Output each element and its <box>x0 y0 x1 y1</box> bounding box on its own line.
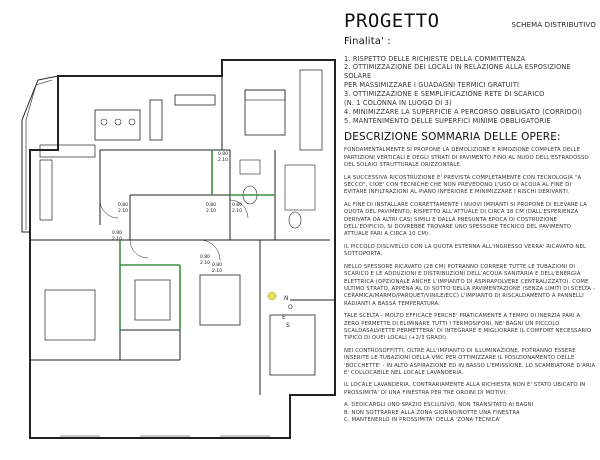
door-label: 0.80 <box>200 255 211 260</box>
page-subtitle: SCHEMA DISTRIBUTIVO <box>511 21 596 29</box>
door-label: 2.10 <box>212 269 223 274</box>
door-label: 0.80 <box>218 152 229 157</box>
finalita-item: 2. OTTIMIZZAZIONE DEI LOCALI IN RELAZIONE ALLA ESPOSIZIONE SOLARE <box>344 63 571 81</box>
door-label: 2.10 <box>112 237 123 242</box>
descrizione-paragraph: FONDAMENTALMENTE SI PROPONE LA DEMOLIZIONE E RIMOZIONE COMPLETA DELLE PARTIZIONI VERTICALI E DEGLI STRATI DI PAVIMENTO FINO AL NUDO DELL'ESTRADOSSO DEL SOLAIO STRUTTURALE ORIZZONTALE. <box>344 147 589 169</box>
door-label: 0.80 <box>118 203 129 208</box>
door-label: 2.10 <box>206 209 217 214</box>
finalita-item: 5. MANTENIMENTO DELLE SUPERFICI MINIME OBBLIGATORIE <box>344 116 551 125</box>
door-label: 2.10 <box>232 209 243 214</box>
title-row <box>344 8 596 35</box>
finalita-list <box>344 55 596 126</box>
notes-panel <box>344 8 596 458</box>
motivi-item: B. NON SOTTRARRE ALLA ZONA GIORNO/NOTTE UNA FINESTRA <box>344 409 520 416</box>
descrizione-paragraph: TALE SCELTA - MOLTO EFFICACE PERCHE' PRATICAMENTE A TEMPO DI INERZIA PARI A ZERO PERMETTE DI ELIMINARE TUTTI I TERMOSIFONI. NE' BAGNI UN PICCOLO SCALDASALVIETTE PERMETTERA' DI INTEGRARE E MIGLIORARE IL COMFORT NECESSARIO TIPICO DI QUEI LOCALI (+2/3 GRADI). <box>344 313 592 342</box>
door-label: 2.10 <box>218 158 229 163</box>
compass-o: O <box>288 304 293 311</box>
descrizione-paragraph: NELLO SPESSORE RICAVATO (28 CM) POTRANNO CORRERE TUTTE LE TUBAZIONI DI SCARICO E LE ADDUZIONI E DISTRIBUZIONI DELL'ACQUA SANITARIA E DELL'ENERGIA ELETTRICA (OPZIONALE ANCHE L'IMPIANTO DI ASPIRAPOLVERE CENTRALIZZATO). COME ULTIMO STRATO, APPENA AL DI SOTTO DELLA PAVIMENTAZIONE (SENZA LIMITI DI SCELTA - CERAMICA/MARMO/PARQUET/VINILE/ECC) L'IMPIANTO DI RISCALDAMENTO A PANNELLI RADIANTI A BASSA TEMPERATURA. <box>344 263 595 307</box>
finalita-item: 3. OTTIMIZZAZIONE E SEMPLIFICAZIONE RETE DI SCARICO <box>344 90 545 99</box>
finalita-heading: Finalita' : <box>344 35 391 47</box>
compass-n: N <box>284 295 289 302</box>
door-label: 0.80 <box>206 203 217 208</box>
descrizione-paragraph: IL PICCOLO DISLIVELLO CON LA QUOTA ESTERNA ALL'INGRESSO VERRA' RICAVATO NEL SOTTOPORTA. <box>344 243 587 258</box>
descrizione-paragraph: IL LOCALE LAVANDERIA, CONTRARIAMENTE ALLA RICHIESTA NON E' STATO UBICATO IN PROSSIMITA' DI UNA FINESTRA PER TRE ORDINI DI MOTIVI: <box>344 382 586 396</box>
finalita-item: (N. 1 COLONNA IN LUOGO DI 3) <box>344 99 452 108</box>
door-label: 0.80 <box>212 263 223 268</box>
door-label: 0.80 <box>112 231 123 236</box>
finalita-item: PER MASSIMIZZARE I GUADAGNI TERMICI GRATUITI <box>344 81 520 90</box>
door-label: 0.80 <box>232 203 243 208</box>
compass-e: E <box>282 314 286 321</box>
door-label: 2.10 <box>118 209 129 214</box>
descrizione-paragraph: NEI CONTROSOFFITTI, OLTRE ALL'IMPIANTO DI ILLUMINAZIONE, POTRANNO ESSERE INSERITE LE TUBAZIONI DELLA VMC PER OTTIMIZZARE IL POSIZIONAMENTO DELLE 'BOCCHETTE' - IN ALTO ASPIRAZIONE ED IN BASSO L'EMISSIONE. LO SCAMBIATORE D'ARIA E' COLLOCABILE NEL LOCALE LAVANDERIA. <box>344 347 596 376</box>
light-fixture-icon <box>268 292 276 300</box>
outer-wall <box>30 60 335 438</box>
finalita-item: 1. RISPETTO DELLE RICHIESTE DELLA COMMITTENZA <box>344 54 526 63</box>
page-title: PROGETTO <box>344 10 440 32</box>
compass-s: S <box>286 322 290 329</box>
motivi-list <box>344 402 596 424</box>
finalita-item: 4. MINIMIZZARE LA SUPERFICIE A PERCORSO OBBLIGATO (CORRIDOI) <box>344 107 583 116</box>
motivi-item: C. MANTENERLO IN PROSSIMITA' DELLA 'ZONA TECNICA' <box>344 417 501 423</box>
descrizione-heading: DESCRIZIONE SOMMARIA DELLE OPERE: <box>344 130 561 143</box>
descrizione-paragraph: AL FINE DI INSTALLARE CORRETTAMENTE I NUOVI IMPIANTI SI PROPONE DI ELEVARE LA QUOTA DEL PAVIMENTO, RISPETTO ALL'ATTUALE DI CIRCA 18 CM (DALL'ESPERIENZA DERIVATA DA ALTRI CASI SIMILI E DALLA PRESUNTA EPOCA DI COSTRUZIONE DELL'EDIFICIO, SI DOVREBBE TROVARE UNO SPESSORE TECNICO DEL PAVIMENTO ATTUALE PARI A CIRCA 10 CM). <box>344 201 588 238</box>
door-label: 2.10 <box>200 261 211 266</box>
descrizione-paragraph: LA SUCCESSIVA RICOSTRUZIONE E' PREVISTA COMPLETAMENTE CON TECNOLOGIA "A SECCO", CIOE' CON TECNICHE CHE NON PREVEDONO L'USO DI ACQUA AL FINE DI EVITARE INFILTRAZIONI AL PIANO INFERIORE E MINIMIZZARE I RISCHI DERIVANTI. <box>344 174 582 196</box>
motivi-item: A. DEDICARGLI UNO SPAZIO ESCLUSIVO, NON TRANSITATO AI BAGNI <box>344 402 534 409</box>
